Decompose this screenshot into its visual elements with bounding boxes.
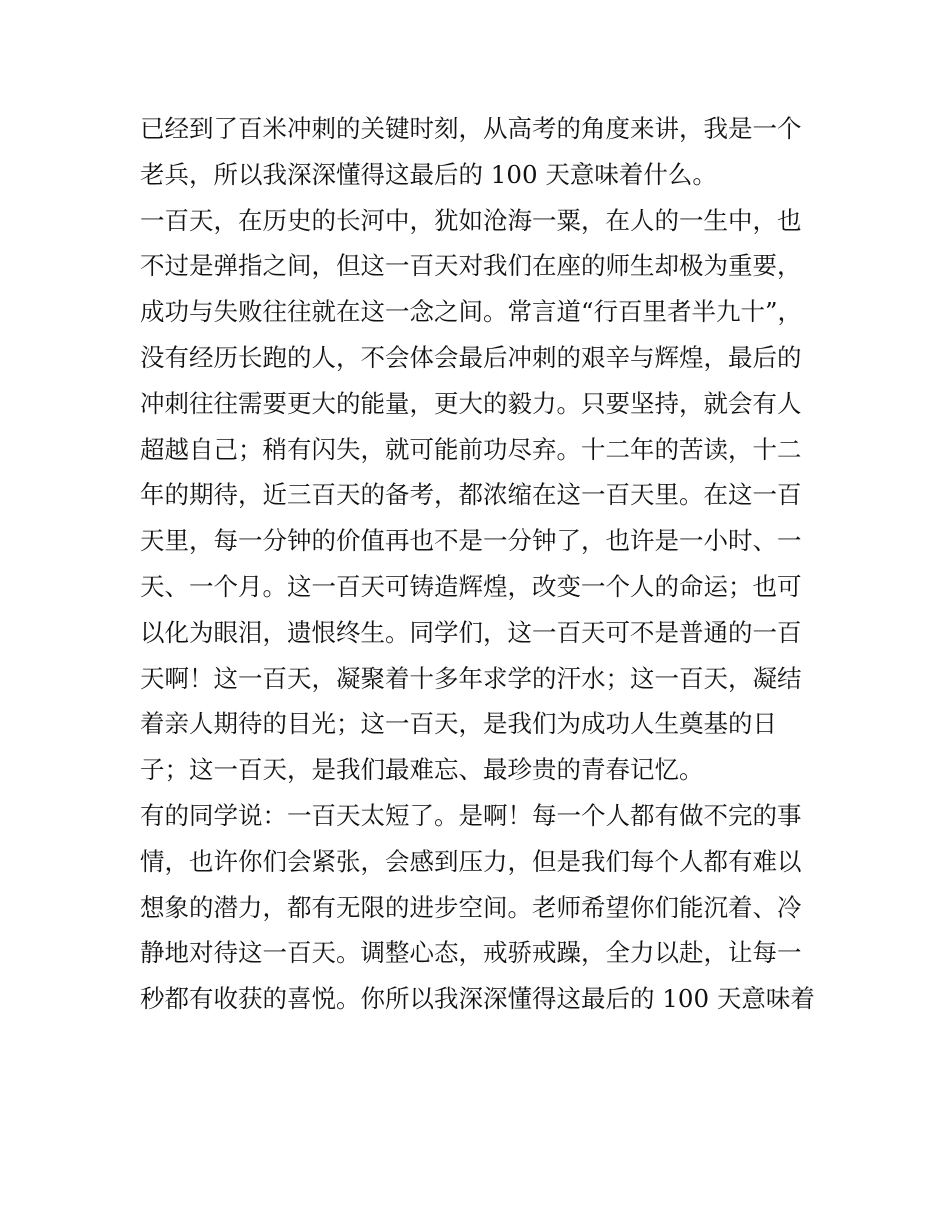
text-line: 有的同学说：一百天太短了。是啊！每一个人都有做不完的事 — [140, 800, 802, 830]
text-line: 想象的潜力，都有无限的进步空间。老师希望你们能沉着、冷 — [140, 892, 802, 922]
text-line: 着亲人期待的目光；这一百天，是我们为成功人生奠基的日 — [140, 709, 777, 739]
text-line: 没有经历长跑的人，不会体会最后冲刺的艰辛与辉煌，最后的 — [140, 342, 802, 372]
text-line: 成功与失败往往就在这一念之间。常言道“行百里者半九十”， — [140, 297, 803, 327]
text-line: 秒都有收获的喜悦。你所以我深深懂得这最后的 100 天意味着 — [140, 984, 815, 1014]
text-line: 不过是弹指之间，但这一百天对我们在座的师生却极为重要， — [140, 251, 802, 281]
text-line: 子；这一百天，是我们最难忘、最珍贵的青春记忆。 — [140, 755, 704, 785]
text-line: 以化为眼泪，遗恨终生。同学们，这一百天可不是普通的一百 — [140, 617, 802, 647]
text-line: 一百天，在历史的长河中，犹如沧海一粟，在人的一生中，也 — [140, 205, 802, 235]
text-line: 超越自己；稍有闪失，就可能前功尽弃。十二年的苦读，十二 — [140, 434, 802, 464]
document-body — [140, 106, 820, 1022]
text-line: 天里，每一分钟的价值再也不是一分钟了，也许是一小时、一 — [140, 526, 802, 556]
text-line: 已经到了百米冲刺的关键时刻，从高考的角度来讲，我是一个 — [140, 114, 802, 143]
text-line: 静地对待这一百天。调整心态，戒骄戒躁，全力以赴，让每一 — [140, 938, 802, 968]
text-line: 冲刺往往需要更大的能量，更大的毅力。只要坚持，就会有人 — [140, 388, 802, 418]
text-line: 年的期待，近三百天的备考，都浓缩在这一百天里。在这一百 — [140, 480, 802, 510]
text-line: 天、一个月。这一百天可铸造辉煌，改变一个人的命运；也可 — [140, 571, 802, 601]
text-line: 情，也许你们会紧张，会感到压力，但是我们每个人都有难以 — [140, 846, 802, 876]
text-line: 天啊！这一百天，凝聚着十多年求学的汗水；这一百天，凝结 — [140, 663, 802, 693]
text-line: 老兵，所以我深深懂得这最后的 100 天意味着什么。 — [140, 159, 717, 189]
